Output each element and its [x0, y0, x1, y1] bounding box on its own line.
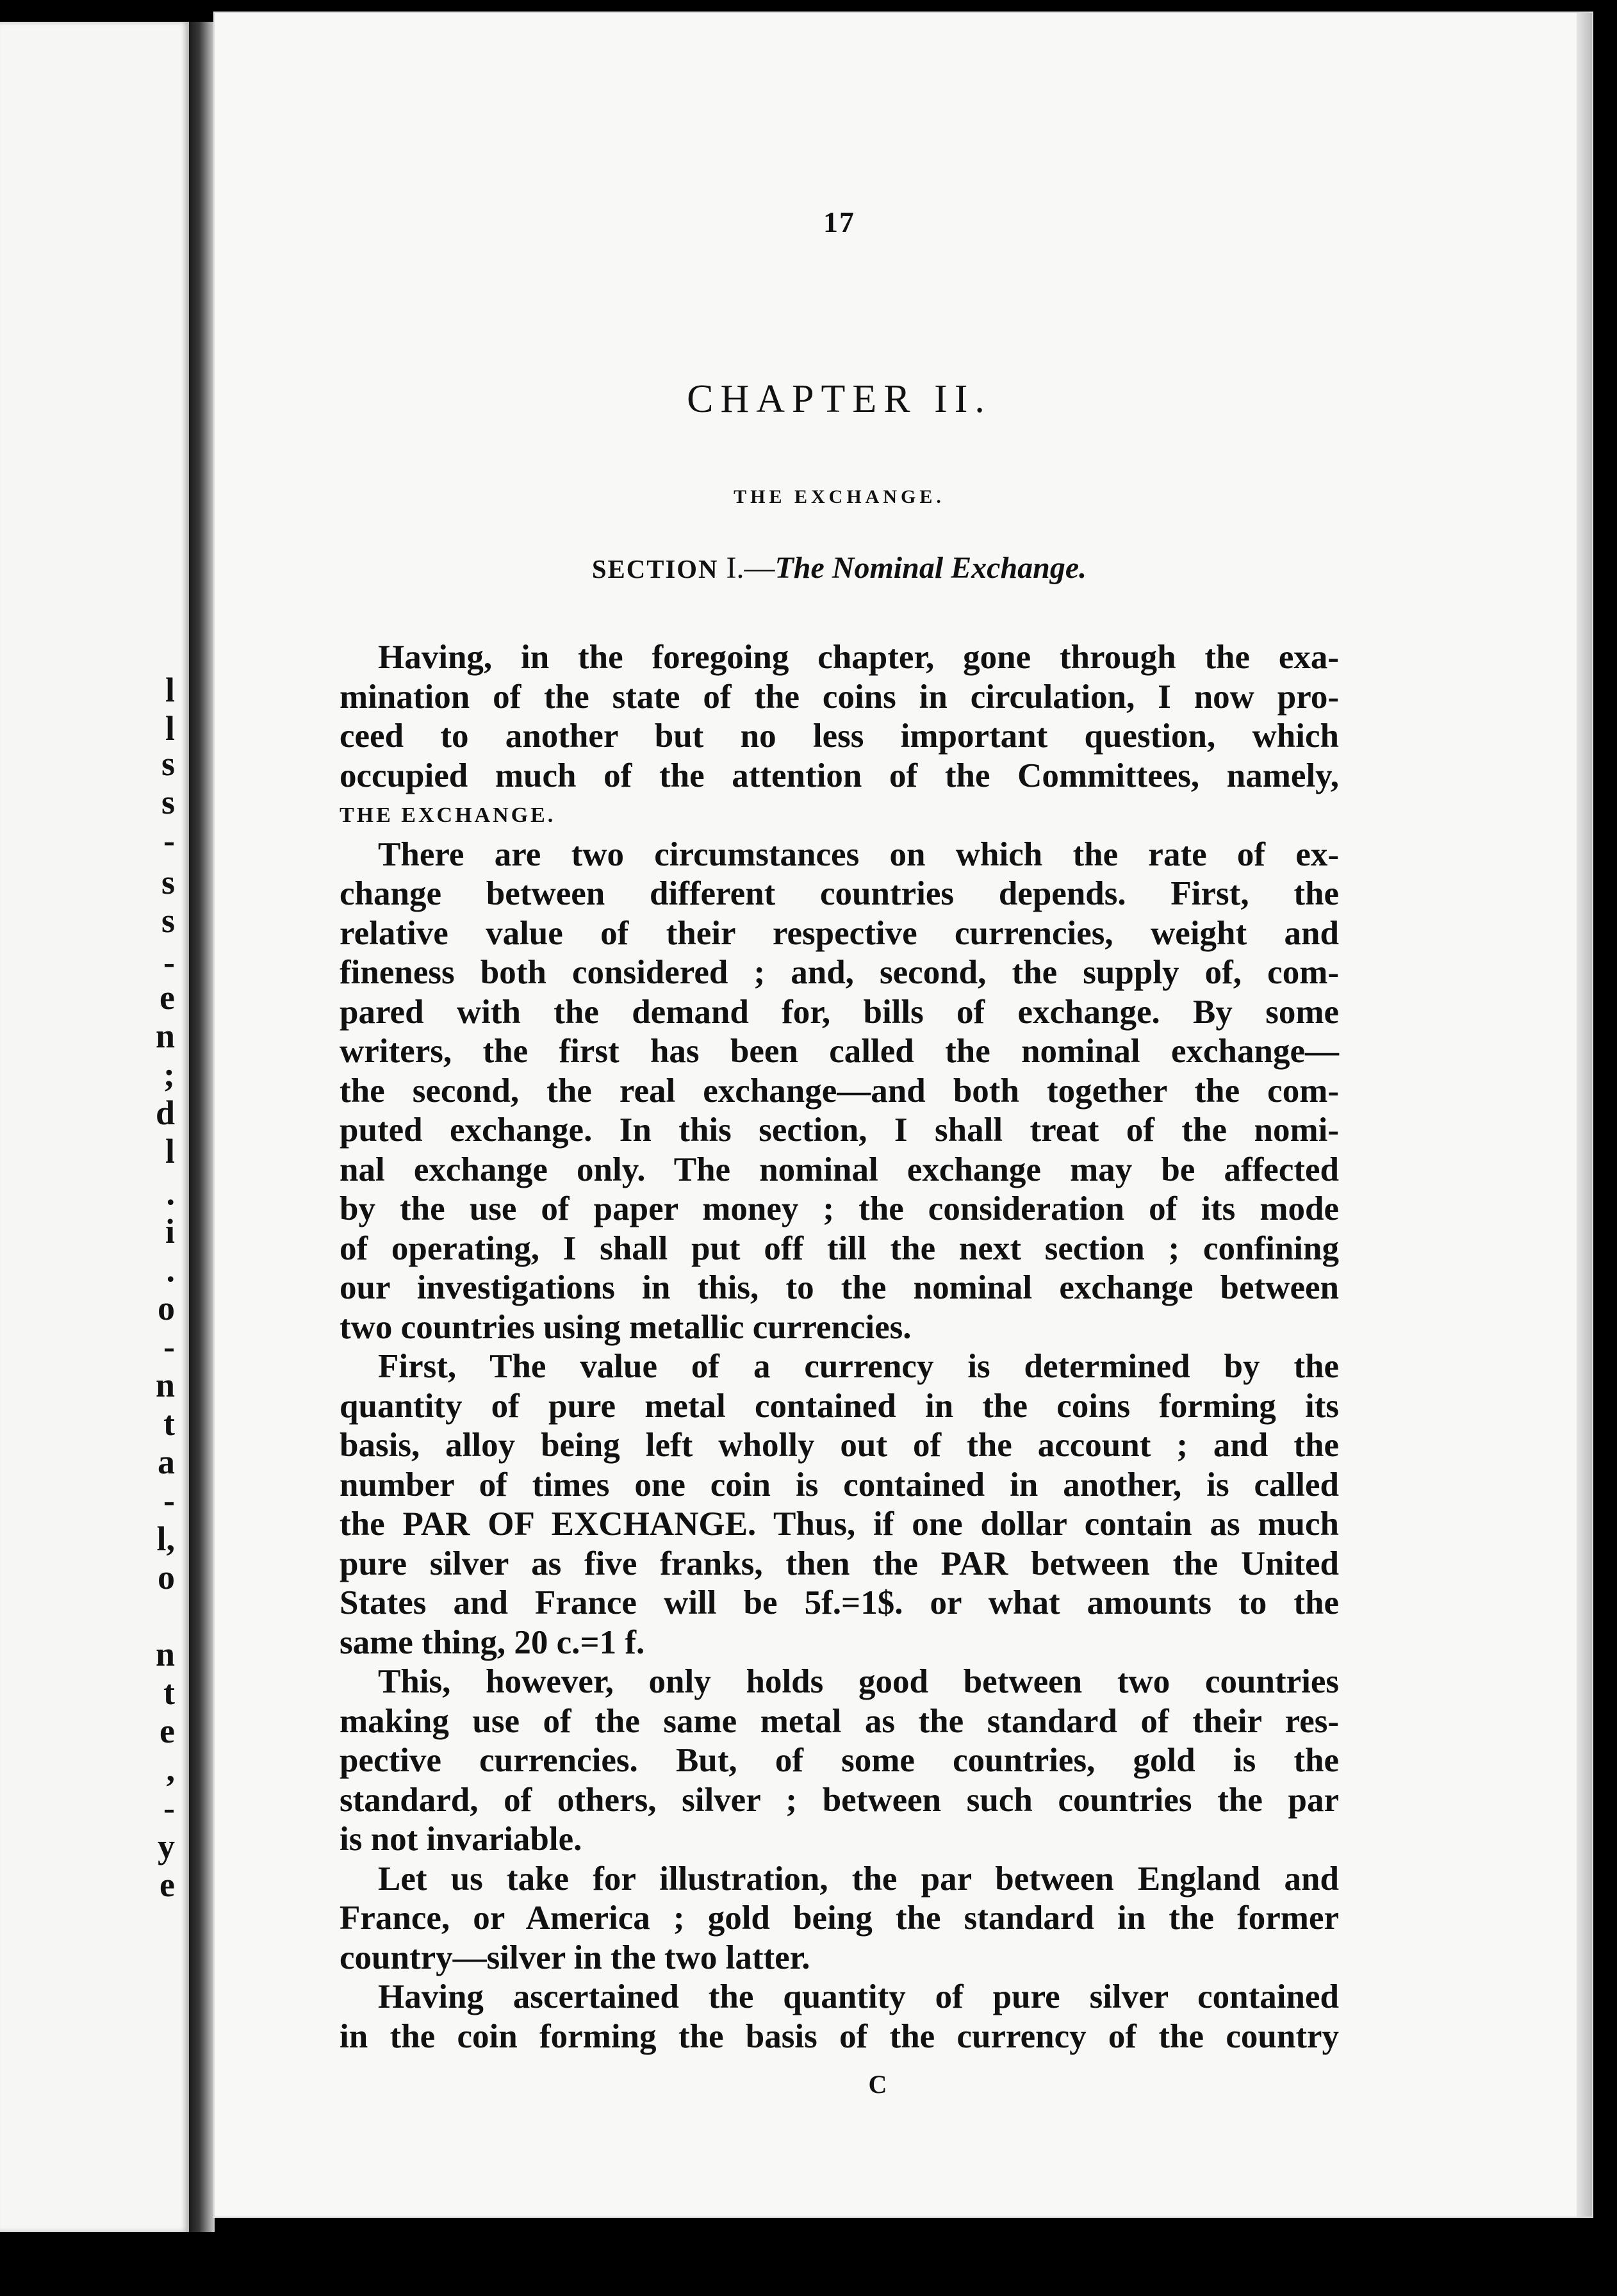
- margin-glyph: s: [161, 783, 175, 821]
- text-line: two countries using metallic currencies.: [340, 1308, 912, 1346]
- text-line: by the use of paper money ; the consideration of its mode: [340, 1190, 1339, 1227]
- text-line: our investigations in this, to the nominal exchange between: [340, 1269, 1339, 1306]
- margin-glyph: -: [163, 943, 175, 981]
- margin-glyph: i: [165, 1212, 175, 1250]
- margin-glyph: s: [161, 744, 175, 783]
- text-line: in the coin forming the basis of the currency of the country: [340, 2017, 1339, 2055]
- book-page: [215, 13, 1592, 2217]
- margin-glyph: o: [158, 1558, 175, 1596]
- text-line: THE EXCHANGE.: [340, 803, 556, 827]
- margin-glyph: t: [163, 1673, 175, 1712]
- text-line: number of times one coin is contained in another, is called: [340, 1466, 1339, 1504]
- text-line: standard, of others, silver ; between such countries the par: [340, 1781, 1339, 1819]
- text-line: writers, the first has been called the nominal exchange—: [340, 1033, 1339, 1070]
- margin-glyph: n: [155, 1366, 175, 1404]
- text-line: pure silver as five franks, then the PAR between the United: [340, 1545, 1339, 1582]
- text-line: puted exchange. In this section, I shall treat of the nomi-: [340, 1111, 1339, 1149]
- text-line: There are two circumstances on which the rate of ex-: [378, 835, 1339, 873]
- margin-glyph: ;: [163, 1055, 175, 1094]
- margin-glyph: ,: [166, 1750, 175, 1789]
- section-title: The Nominal Exchange.: [775, 551, 1087, 585]
- margin-glyph: y: [158, 1827, 175, 1866]
- margin-glyph: s: [161, 863, 175, 901]
- text-line: ceed to another but no less important question, which: [340, 718, 1339, 755]
- book-gutter: [189, 22, 215, 2232]
- margin-glyph: a: [158, 1443, 175, 1481]
- signature-mark: C: [868, 2070, 887, 2099]
- previous-page-edge: [0, 22, 189, 2232]
- margin-glyph: .: [166, 1174, 175, 1212]
- margin-glyph: l: [165, 709, 175, 748]
- text-line: Having, in the foregoing chapter, gone through the exa-: [378, 639, 1339, 676]
- previous-page-margin-text: [149, 22, 175, 2232]
- margin-glyph: o: [158, 1289, 175, 1327]
- text-line: France, or America ; gold being the standard in the former: [340, 1899, 1339, 1937]
- text-line: same thing, 20 c.=1 f.: [340, 1623, 645, 1661]
- margin-glyph: l,: [156, 1520, 175, 1558]
- text-line: quantity of pure metal contained in the coins forming its: [340, 1387, 1339, 1425]
- margin-glyph: l: [165, 671, 175, 709]
- margin-glyph: t: [163, 1404, 175, 1443]
- text-line: fineness both considered ; and, second, the supply of, com-: [340, 954, 1339, 991]
- margin-glyph: d: [155, 1094, 175, 1132]
- margin-glyph: n: [155, 1635, 175, 1673]
- margin-glyph: e: [160, 1866, 175, 1904]
- text-line: change between different countries depends. First, the: [340, 875, 1339, 912]
- text-line: This, however, only holds good between two countries: [378, 1663, 1339, 1700]
- margin-glyph: e: [160, 978, 175, 1017]
- margin-glyph: l: [165, 1132, 175, 1170]
- text-line: mination of the state of the coins in circulation, I now pro-: [340, 678, 1339, 716]
- text-line: is not invariable.: [340, 1821, 582, 1858]
- text-line: Having ascertained the quantity of pure silver contained: [378, 1978, 1339, 2015]
- text-line: the PAR OF EXCHANGE. Thus, if one dollar contain as much: [340, 1505, 1339, 1543]
- margin-glyph: -: [163, 821, 175, 860]
- text-line: making use of the same metal as the standard of their res-: [340, 1702, 1339, 1740]
- text-line: country—silver in the two latter.: [340, 1939, 810, 1976]
- text-line: Let us take for illustration, the par between England and: [378, 1860, 1339, 1898]
- margin-glyph: -: [163, 1789, 175, 1827]
- section-heading: [340, 550, 1339, 586]
- text-line: pective currencies. But, of some countries, gold is the: [340, 1742, 1339, 1779]
- text-line: First, The value of a currency is determined by the: [378, 1348, 1339, 1385]
- chapter-heading: CHAPTER II.: [687, 377, 992, 421]
- margin-glyph: -: [163, 1481, 175, 1520]
- text-line: occupied much of the attention of the Committees, namely,: [340, 757, 1339, 794]
- text-line: the second, the real exchange—and both together the com-: [340, 1072, 1339, 1110]
- page-number: 17: [823, 206, 855, 238]
- section-number: I.—: [718, 551, 775, 585]
- margin-glyph: n: [155, 1017, 175, 1055]
- text-line: nal exchange only. The nominal exchange may be affected: [340, 1151, 1339, 1188]
- text-line: relative value of their respective currencies, weight and: [340, 914, 1339, 952]
- section-label: SECTION: [591, 555, 719, 584]
- text-line: of operating, I shall put off till the next section ; confining: [340, 1229, 1339, 1267]
- chapter-subject: THE EXCHANGE.: [734, 486, 945, 507]
- text-line: States and France will be 5f.=1$. or what amounts to the: [340, 1584, 1339, 1621]
- body-text: [340, 638, 1339, 2056]
- margin-glyph: .: [166, 1250, 175, 1289]
- margin-glyph: s: [161, 901, 175, 940]
- text-line: basis, alloy being left wholly out of the account ; and the: [340, 1427, 1339, 1464]
- page-right-edge: [1577, 13, 1592, 2217]
- page-content: [340, 205, 1339, 2099]
- margin-glyph: -: [163, 1327, 175, 1366]
- margin-glyph: e: [160, 1712, 175, 1750]
- text-line: pared with the demand for, bills of exchange. By some: [340, 993, 1339, 1031]
